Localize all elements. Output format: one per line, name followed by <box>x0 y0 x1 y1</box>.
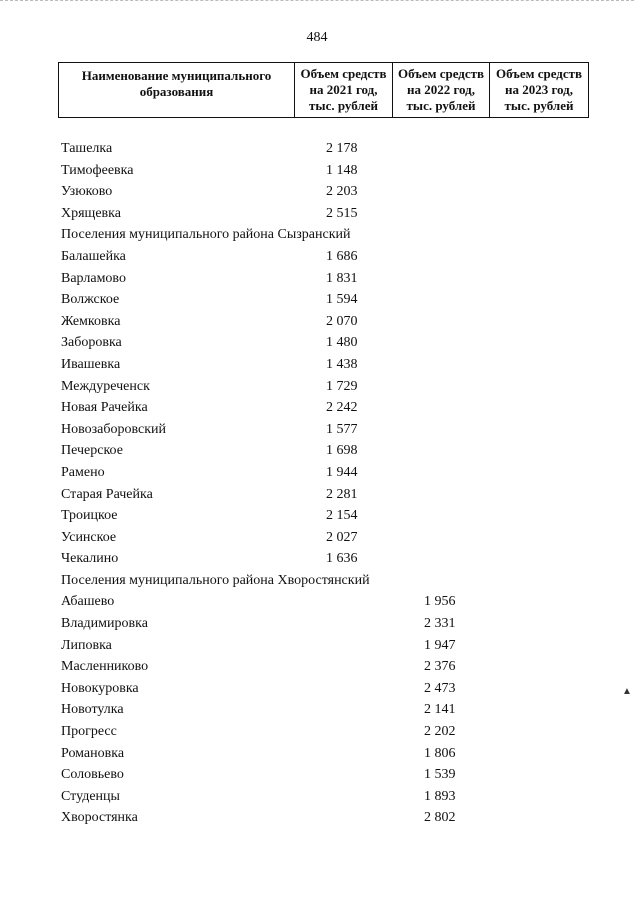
value-2022: 2 202 <box>424 724 456 740</box>
scan-artifact-mark: ▲ <box>622 686 632 697</box>
municipality-name: Студенцы <box>61 788 120 804</box>
value-2021: 1 831 <box>326 270 358 286</box>
value-2021: 2 154 <box>326 508 358 524</box>
table-row <box>0 160 634 182</box>
section-heading-row <box>0 570 634 592</box>
table-row <box>0 246 634 268</box>
table-row <box>0 527 634 549</box>
table-row <box>0 678 634 700</box>
municipality-name: Междуреченск <box>61 378 150 394</box>
table-row <box>0 138 634 160</box>
value-2021: 1 698 <box>326 443 358 459</box>
header-row <box>59 63 589 118</box>
value-2021: 2 203 <box>326 184 358 200</box>
municipality-name: Романовка <box>61 745 125 761</box>
municipality-name: Абашево <box>61 594 115 610</box>
table-row <box>0 397 634 419</box>
header-2023: Объем средств на 2023 год, тыс. рублей <box>490 63 589 118</box>
table-row <box>0 354 634 376</box>
section-heading-row <box>0 224 634 246</box>
table-header <box>58 62 589 118</box>
table-row <box>0 591 634 613</box>
table-row <box>0 203 634 225</box>
municipality-name: Балашейка <box>61 248 126 264</box>
value-2021: 1 594 <box>326 292 358 308</box>
section-heading: Поселения муниципального района Хворостянский <box>61 572 370 588</box>
header-municipality: Наименование муниципального образования <box>59 63 295 118</box>
municipality-name: Хрящевка <box>61 205 121 221</box>
municipality-name: Хворостянка <box>61 810 138 826</box>
municipality-name: Соловьево <box>61 767 124 783</box>
municipality-name: Липовка <box>61 637 112 653</box>
table-row <box>0 699 634 721</box>
table-row <box>0 462 634 484</box>
value-2021: 1 686 <box>326 248 358 264</box>
municipality-name: Старая Рачейка <box>61 486 153 502</box>
municipality-name: Узюково <box>61 184 113 200</box>
value-2021: 1 729 <box>326 378 358 394</box>
value-2021: 2 027 <box>326 529 358 545</box>
municipality-name: Волжское <box>61 292 120 308</box>
municipality-name: Масленниково <box>61 659 149 675</box>
value-2022: 1 947 <box>424 637 456 653</box>
table-row <box>0 484 634 506</box>
municipality-name: Новозаборовский <box>61 421 167 437</box>
table-row <box>0 268 634 290</box>
value-2022: 2 802 <box>424 810 456 826</box>
scan-edge-line <box>0 0 634 3</box>
municipality-name: Новая Рачейка <box>61 400 148 416</box>
table-row <box>0 656 634 678</box>
page-number: 484 <box>306 30 328 45</box>
table-row <box>0 181 634 203</box>
table-row <box>0 289 634 311</box>
municipality-name: Новокуровка <box>61 680 139 696</box>
table-body <box>0 138 634 829</box>
municipality-name: Троицкое <box>61 508 118 524</box>
value-2022: 2 376 <box>424 659 456 675</box>
municipality-name: Владимировка <box>61 616 148 632</box>
municipality-name: Новотулка <box>61 702 124 718</box>
value-2022: 1 893 <box>424 788 456 804</box>
municipality-name: Ташелка <box>61 141 113 156</box>
value-2021: 2 178 <box>326 141 358 156</box>
table-row <box>0 613 634 635</box>
value-2022: 2 141 <box>424 702 456 718</box>
municipality-name: Печерское <box>61 443 123 459</box>
table-row <box>0 311 634 333</box>
value-2021: 1 480 <box>326 335 358 351</box>
table-row <box>0 807 634 829</box>
municipality-name: Тимофеевка <box>61 162 134 178</box>
municipality-name: Рамено <box>61 464 105 480</box>
municipality-name: Варламово <box>61 270 126 286</box>
value-2021: 2 242 <box>326 400 358 416</box>
municipality-name: Жемковка <box>61 313 121 329</box>
value-2022: 2 331 <box>424 616 456 632</box>
municipality-name: Чекалино <box>61 551 119 567</box>
value-2021: 2 281 <box>326 486 358 502</box>
value-2022: 2 473 <box>424 680 456 696</box>
municipality-name: Усинское <box>61 529 117 545</box>
table-row <box>0 332 634 354</box>
value-2021: 2 515 <box>326 205 358 221</box>
section-heading: Поселения муниципального района Сызранский <box>61 227 351 243</box>
table-row <box>0 721 634 743</box>
table-row <box>0 786 634 808</box>
table-row <box>0 419 634 441</box>
table-row <box>0 505 634 527</box>
value-2021: 1 636 <box>326 551 358 567</box>
value-2022: 1 806 <box>424 745 456 761</box>
value-2021: 1 577 <box>326 421 358 437</box>
value-2021: 1 148 <box>326 162 358 178</box>
value-2022: 1 956 <box>424 594 456 610</box>
municipality-name: Заборовка <box>61 335 122 351</box>
table-row <box>0 743 634 765</box>
municipality-name: Ивашевка <box>61 356 121 372</box>
table-row <box>0 635 634 657</box>
table-row <box>0 764 634 786</box>
municipality-name: Прогресс <box>61 724 117 740</box>
header-2022: Объем средств на 2022 год, тыс. рублей <box>393 63 490 118</box>
value-2021: 2 070 <box>326 313 358 329</box>
header-2021: Объем средств на 2021 год, тыс. рублей <box>295 63 393 118</box>
table-row <box>0 376 634 398</box>
table-row <box>0 548 634 570</box>
value-2022: 1 539 <box>424 767 456 783</box>
table-row <box>0 440 634 462</box>
value-2021: 1 944 <box>326 464 358 480</box>
value-2021: 1 438 <box>326 356 358 372</box>
